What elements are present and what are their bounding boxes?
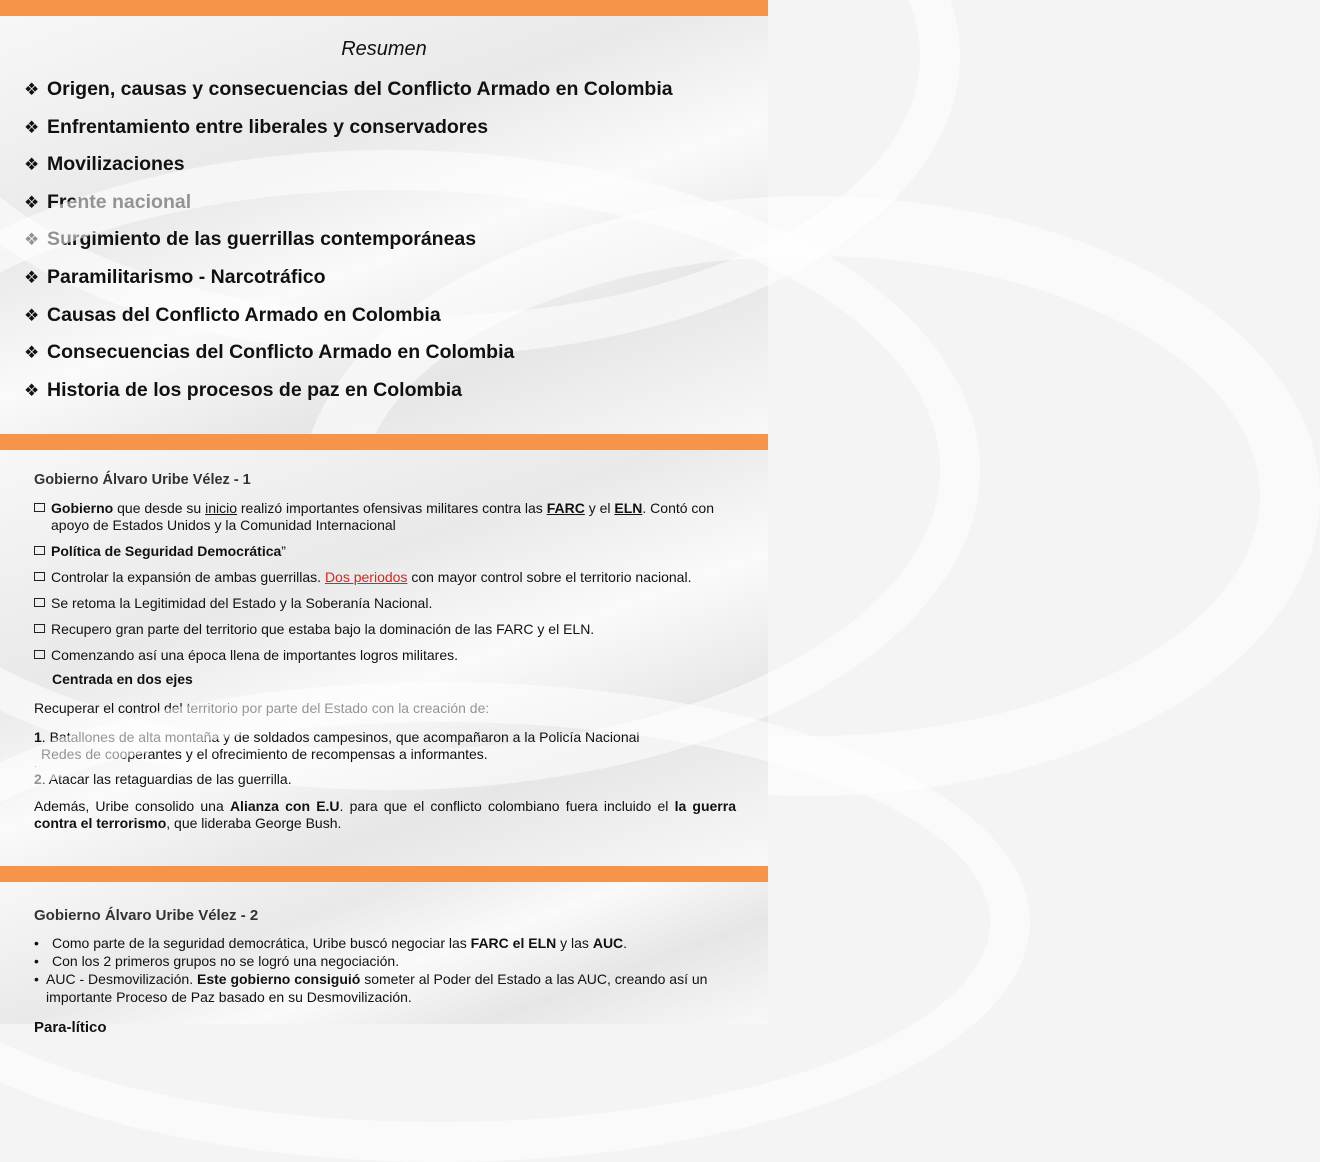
- slide-title: Gobierno Álvaro Uribe Vélez - 2: [34, 907, 259, 924]
- numbered-item: 1. Batallones de alta montaña y de soldados campesinos, que acompañaron a la Policía Nacional Redes de cooperantes y el ofrecimiento de recompensas a informantes.: [34, 729, 640, 762]
- diamond-bullet-icon: ❖: [24, 305, 40, 325]
- list-item: ❖ Frente nacional: [24, 187, 673, 225]
- checkbox-bullet-item: Política de Seguridad Democrática”: [34, 543, 736, 560]
- list-item: ❖ Consecuencias del Conflicto Armado en Colombia: [24, 337, 673, 375]
- checkbox-bullet-icon: [34, 572, 45, 581]
- list-item: • AUC - Desmovilización. Este gobierno consiguió someter al Poder del Estado a las AUC, creando así un importante Proceso de Paz basado en su Desmovilización.: [34, 971, 708, 1005]
- checkbox-bullet-icon: [34, 650, 45, 659]
- subheading: Centrada en dos ejes: [52, 671, 193, 687]
- numbered-item: 2. Atacar las retaguardias de las guerrilla.: [34, 771, 292, 787]
- list-item: ❖ Paramilitarismo - Narcotráfico: [24, 262, 673, 300]
- stray-dot: ·: [34, 762, 37, 771]
- slide-title: Gobierno Álvaro Uribe Vélez - 1: [34, 472, 251, 488]
- checkbox-bullet-icon: [34, 624, 45, 633]
- checkbox-bullet-icon: [34, 546, 45, 555]
- checkbox-bullet-item: Recupero gran parte del territorio que estaba bajo la dominación de las FARC y el ELN.: [34, 621, 736, 638]
- list-item: ❖ Movilizaciones: [24, 149, 673, 187]
- diamond-bullet-icon: ❖: [24, 155, 40, 175]
- list-item: • Con los 2 primeros grupos no se logró una negociación.: [34, 953, 400, 969]
- diamond-bullet-icon: ❖: [24, 80, 40, 99]
- checkbox-bullet-item: Se retoma la Legitimidad del Estado y la Soberanía Nacional.: [34, 595, 736, 612]
- slide-title: Resumen: [341, 38, 427, 60]
- slide-uribe-2: [0, 882, 768, 1036]
- list-item: ❖ Surgimiento de las guerrillas contemporáneas: [24, 224, 673, 262]
- diamond-bullet-icon: ❖: [24, 380, 40, 400]
- bullet-list: [34, 934, 736, 1006]
- list-item: ❖ Historia de los procesos de paz en Colombia: [24, 375, 673, 413]
- checkbox-bullet-item: Controlar la expansión de ambas guerrillas. Dos periodos con mayor control sobre el territorio nacional.: [34, 569, 736, 586]
- paragraph: Recuperar el control del territorio por parte del Estado con la creación de:: [34, 700, 490, 716]
- cut-off-heading: Para-lítico: [34, 1019, 107, 1036]
- checkbox-bullet-item: Gobierno que desde su inicio realizó importantes ofensivas militares contra las FARC y el ELN. Contó con apoyo de Estados Unidos y la Comunidad Internacional: [34, 500, 736, 534]
- red-highlight-link: Dos periodos: [324, 569, 408, 585]
- list-item: ❖ Origen, causas y consecuencias del Conflicto Armado en Colombia: [24, 74, 673, 112]
- checkbox-bullet-item: Comenzando así una época llena de importantes logros militares.: [34, 647, 736, 664]
- list-item: • Como parte de la seguridad democrática, Uribe buscó negociar las FARC el ELN y las AUC.: [34, 935, 628, 951]
- diamond-bullet-icon: ❖: [24, 117, 40, 137]
- diamond-bullet-icon: ❖: [24, 192, 40, 212]
- bullet-dot-icon: •: [34, 971, 39, 987]
- checkbox-bullet-icon: [34, 503, 45, 512]
- checkbox-bullet-icon: [34, 598, 45, 607]
- diamond-bullet-icon: ❖: [24, 230, 40, 250]
- bullet-dot-icon: •: [34, 935, 39, 951]
- paragraph: Además, Uribe consolido una Alianza con E.U. para que el conflicto colombiano fuera incluido el la guerra contra el terrorismo, que lideraba George Bush.: [34, 798, 736, 831]
- diamond-bullet-icon: ❖: [24, 267, 40, 287]
- diamond-bullet-icon: ❖: [24, 343, 40, 363]
- list-item: ❖ Enfrentamiento entre liberales y conservadores: [24, 112, 673, 150]
- bullet-dot-icon: •: [34, 953, 39, 969]
- list-item: ❖ Causas del Conflicto Armado en Colombia: [24, 300, 673, 338]
